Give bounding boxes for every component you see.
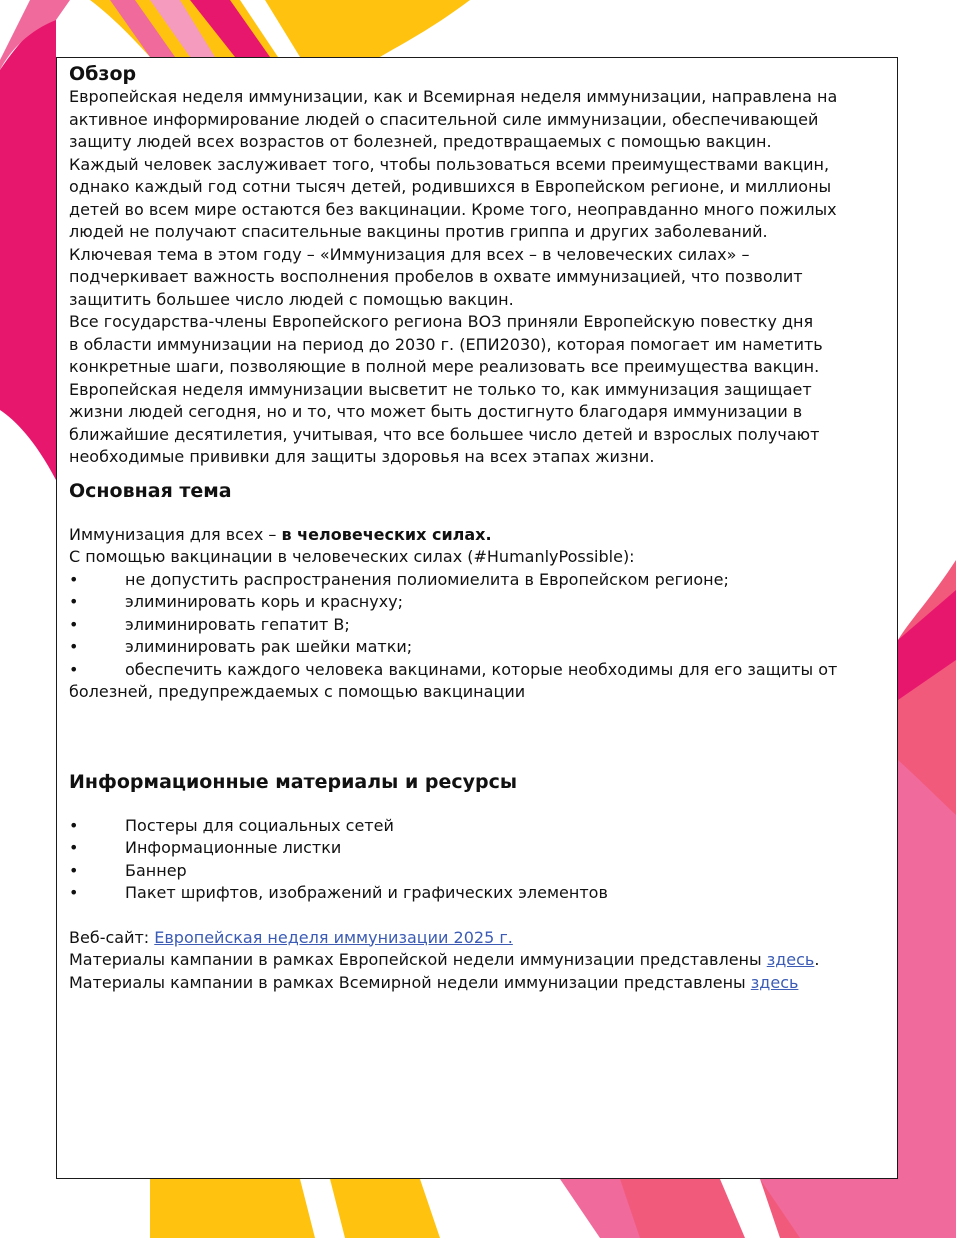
- bullet-dot: •: [69, 569, 79, 589]
- theme-intro-plain: Иммунизация для всех –: [69, 524, 282, 544]
- theme-bullet-text: элиминировать рак шейки матки;: [125, 637, 413, 656]
- resources-section: [69, 770, 885, 995]
- overview-line: защитить большее число людей с помощью вакцин.: [69, 289, 514, 309]
- resource-item-text: Пакет шрифтов, изображений и графических элементов: [125, 883, 608, 902]
- overview-line: необходимые прививки для защиты здоровья на всех этапах жизни.: [69, 447, 655, 466]
- euro-materials-line: [69, 949, 885, 972]
- overview-line: Все государства-члены Европейского региона ВОЗ приняли Европейскую повестку дня: [69, 312, 814, 331]
- theme-bullet: [69, 591, 885, 614]
- overview-line: Ключевая тема в этом году – «Иммунизация для всех – в человеческих силах» –: [69, 244, 750, 264]
- theme-bullet-text: обеспечить каждого человека вакцинами, которые необходимы для его защиты от: [125, 659, 838, 679]
- magenta-band-left: [0, 15, 56, 480]
- resource-item-text: Баннер: [125, 860, 187, 880]
- theme-bullet-text: элиминировать корь и краснуху;: [125, 592, 404, 611]
- resource-item[interactable]: [69, 882, 885, 905]
- resources-list: [69, 815, 885, 905]
- overview-line: активное информирование людей о спасительной силе иммунизации, обеспечивающей: [69, 109, 819, 129]
- resource-item[interactable]: [69, 815, 885, 838]
- overview-line: защиту людей всех возрастов от болезней, предотвращаемых с помощью вакцин.: [69, 132, 772, 151]
- theme-bullet-text: не допустить распространения полиомиелита в Европейском регионе;: [125, 569, 729, 589]
- bullet-dot: •: [69, 883, 79, 902]
- theme-intro-bold: в человеческих силах.: [281, 524, 492, 544]
- overview-line: детей во всем мире остаются без вакцинации. Кроме того, неоправданно много пожилых: [69, 199, 837, 219]
- overview-line: в области иммунизации на период до 2030 г. (ЕПИ2030), которая помогает им наметить: [69, 334, 823, 354]
- world-materials-text: Материалы кампании в рамках Всемирной недели иммунизации представлены: [69, 972, 751, 992]
- world-materials-link[interactable]: здесь: [750, 972, 799, 992]
- overview-line: подчеркивает важность восполнения пробелов в охвате иммунизацией, что позволит: [69, 267, 803, 286]
- theme-bullet: [69, 614, 885, 637]
- document-panel: [56, 57, 898, 1179]
- bullet-dot: •: [69, 838, 79, 857]
- overview-line: Каждый человек заслуживает того, чтобы пользоваться всеми преимуществами вакцин,: [69, 154, 830, 174]
- bullet-dot: •: [69, 815, 79, 835]
- world-materials-line: [69, 972, 885, 995]
- overview-line: однако каждый год сотни тысяч детей, родившихся в Европейском регионе, и миллионы: [69, 177, 832, 196]
- overview-heading: Обзор: [69, 63, 137, 85]
- yellow-band-bottom: [150, 1179, 440, 1238]
- overview-line: жизни людей сегодня, но и то, что может быть достигнуто благодаря иммунизации в: [69, 402, 803, 421]
- overview-line: ближайшие десятилетия, учитывая, что все большее число детей и взрослых получают: [69, 424, 820, 444]
- resource-item[interactable]: [69, 837, 885, 860]
- website-link[interactable]: Европейская неделя иммунизации 2025 г.: [154, 927, 513, 947]
- theme-heading: Основная тема: [69, 479, 232, 502]
- resource-item[interactable]: [69, 860, 885, 883]
- theme-bullet-tail: болезней, предупреждаемых с помощью вакцинации: [69, 682, 526, 701]
- theme-intro: [69, 524, 885, 547]
- overview-line: конкретные шаги, позволяющие в полной мере реализовать все преимущества вакцин.: [69, 357, 820, 376]
- theme-lead: С помощью вакцинации в человеческих силах (#HumanlyPossible):: [69, 547, 635, 566]
- theme-section: [69, 479, 885, 704]
- theme-bullet-text: элиминировать гепатит B;: [125, 614, 350, 634]
- bullet-dot: •: [69, 592, 79, 611]
- theme-bullet: [69, 569, 885, 592]
- overview-line: Европейская неделя иммунизации, как и Всемирная неделя иммунизации, направлена на: [69, 87, 838, 106]
- overview-section: [69, 62, 885, 469]
- euro-materials-end: .: [814, 950, 820, 969]
- website-line: [69, 927, 885, 950]
- euro-materials-link[interactable]: здесь: [766, 950, 815, 969]
- bullet-dot: •: [69, 637, 79, 656]
- bullet-dot: •: [69, 614, 79, 634]
- theme-bullet: [69, 659, 885, 682]
- theme-bullet: [69, 636, 885, 659]
- bullet-dot: •: [69, 659, 79, 679]
- bullet-dot: •: [69, 860, 79, 880]
- resource-item-text: Постеры для социальных сетей: [125, 815, 394, 835]
- resources-heading: Информационные материалы и ресурсы: [69, 770, 518, 793]
- overview-line: Европейская неделя иммунизации высветит не только то, как иммунизация защищает: [69, 379, 812, 399]
- overview-line: людей не получают спасительные вакцины против гриппа и других заболеваний.: [69, 222, 768, 241]
- resource-item-text: Информационные листки: [125, 838, 342, 857]
- euro-materials-text: Материалы кампании в рамках Европейской недели иммунизации представлены: [69, 950, 767, 969]
- website-label: Веб-сайт:: [69, 927, 155, 947]
